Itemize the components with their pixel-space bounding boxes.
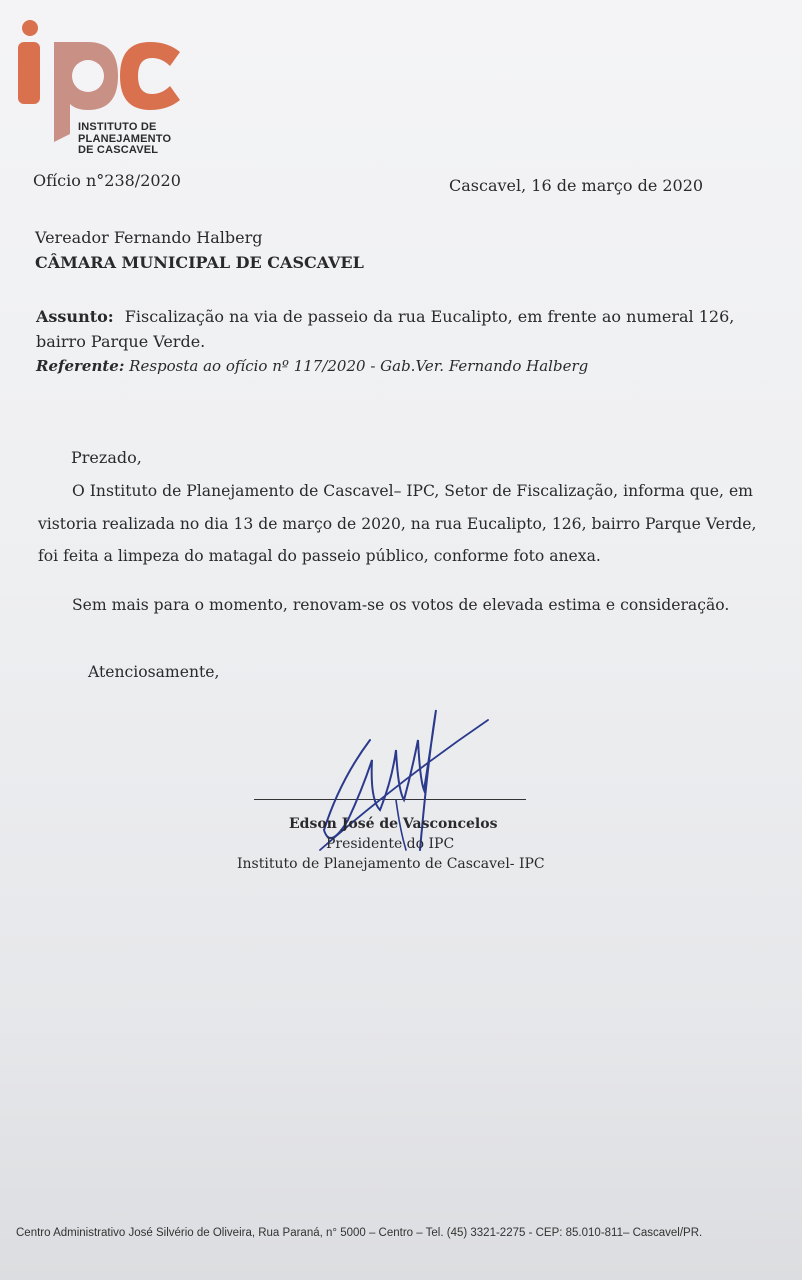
referente-text: Resposta ao ofício nº 117/2020 - Gab.Ver. Fernando Halberg bbox=[129, 357, 589, 375]
body-paragraph-1-line-2: vistoria realizada no dia 13 de março de 2020, na rua Eucalipto, 126, bairro Parque Verde, bbox=[38, 515, 757, 533]
letter-reference-number: Ofício n°238/2020 bbox=[33, 171, 181, 190]
signatory-organization: Instituto de Planejamento de Cascavel- IPC bbox=[237, 856, 545, 872]
footer-address: Centro Administrativo José Silvério de Oliveira, Rua Paraná, n° 5000 – Centro – Tel. (45) 3321-2275 - CEP: 85.010-811– Cascavel/PR. bbox=[16, 1227, 703, 1239]
closing: Atenciosamente, bbox=[88, 663, 220, 681]
ipc-logo-icon bbox=[10, 14, 190, 156]
signatory-name: Edson José de Vasconcelos bbox=[289, 816, 498, 832]
recipient-name: Vereador Fernando Halberg bbox=[35, 228, 263, 247]
subject-line bbox=[36, 307, 734, 326]
subject-text: Fiscalização na via de passeio da rua Eucalipto, em frente ao numeral 126, bbox=[124, 307, 735, 326]
subject-label: Assunto: bbox=[36, 307, 114, 326]
referente-label: Referente: bbox=[36, 357, 125, 375]
referente-line bbox=[36, 357, 588, 375]
signatory-title: Presidente do IPC bbox=[326, 836, 455, 852]
subject-text-continued: bairro Parque Verde. bbox=[36, 332, 206, 351]
logo-line-2: PLANEJAMENTO bbox=[78, 132, 172, 145]
greeting: Prezado, bbox=[71, 448, 142, 467]
recipient-institution: CÂMARA MUNICIPAL DE CASCAVEL bbox=[35, 253, 364, 272]
body-paragraph-1-line-1: O Instituto de Planejamento de Cascavel– IPC, Setor de Fiscalização, informa que, em bbox=[72, 482, 753, 500]
place-and-date: Cascavel, 16 de março de 2020 bbox=[449, 176, 704, 195]
logo-line-1: INSTITUTO DE bbox=[78, 121, 157, 133]
logo-wordmark-text bbox=[78, 122, 171, 157]
body-paragraph-1-line-3: foi feita a limpeza do matagal do passeio público, conforme foto anexa. bbox=[38, 547, 601, 565]
logo-line-3: DE CASCAVEL bbox=[78, 144, 159, 156]
body-paragraph-2: Sem mais para o momento, renovam-se os votos de elevada estima e consideração. bbox=[72, 596, 730, 614]
